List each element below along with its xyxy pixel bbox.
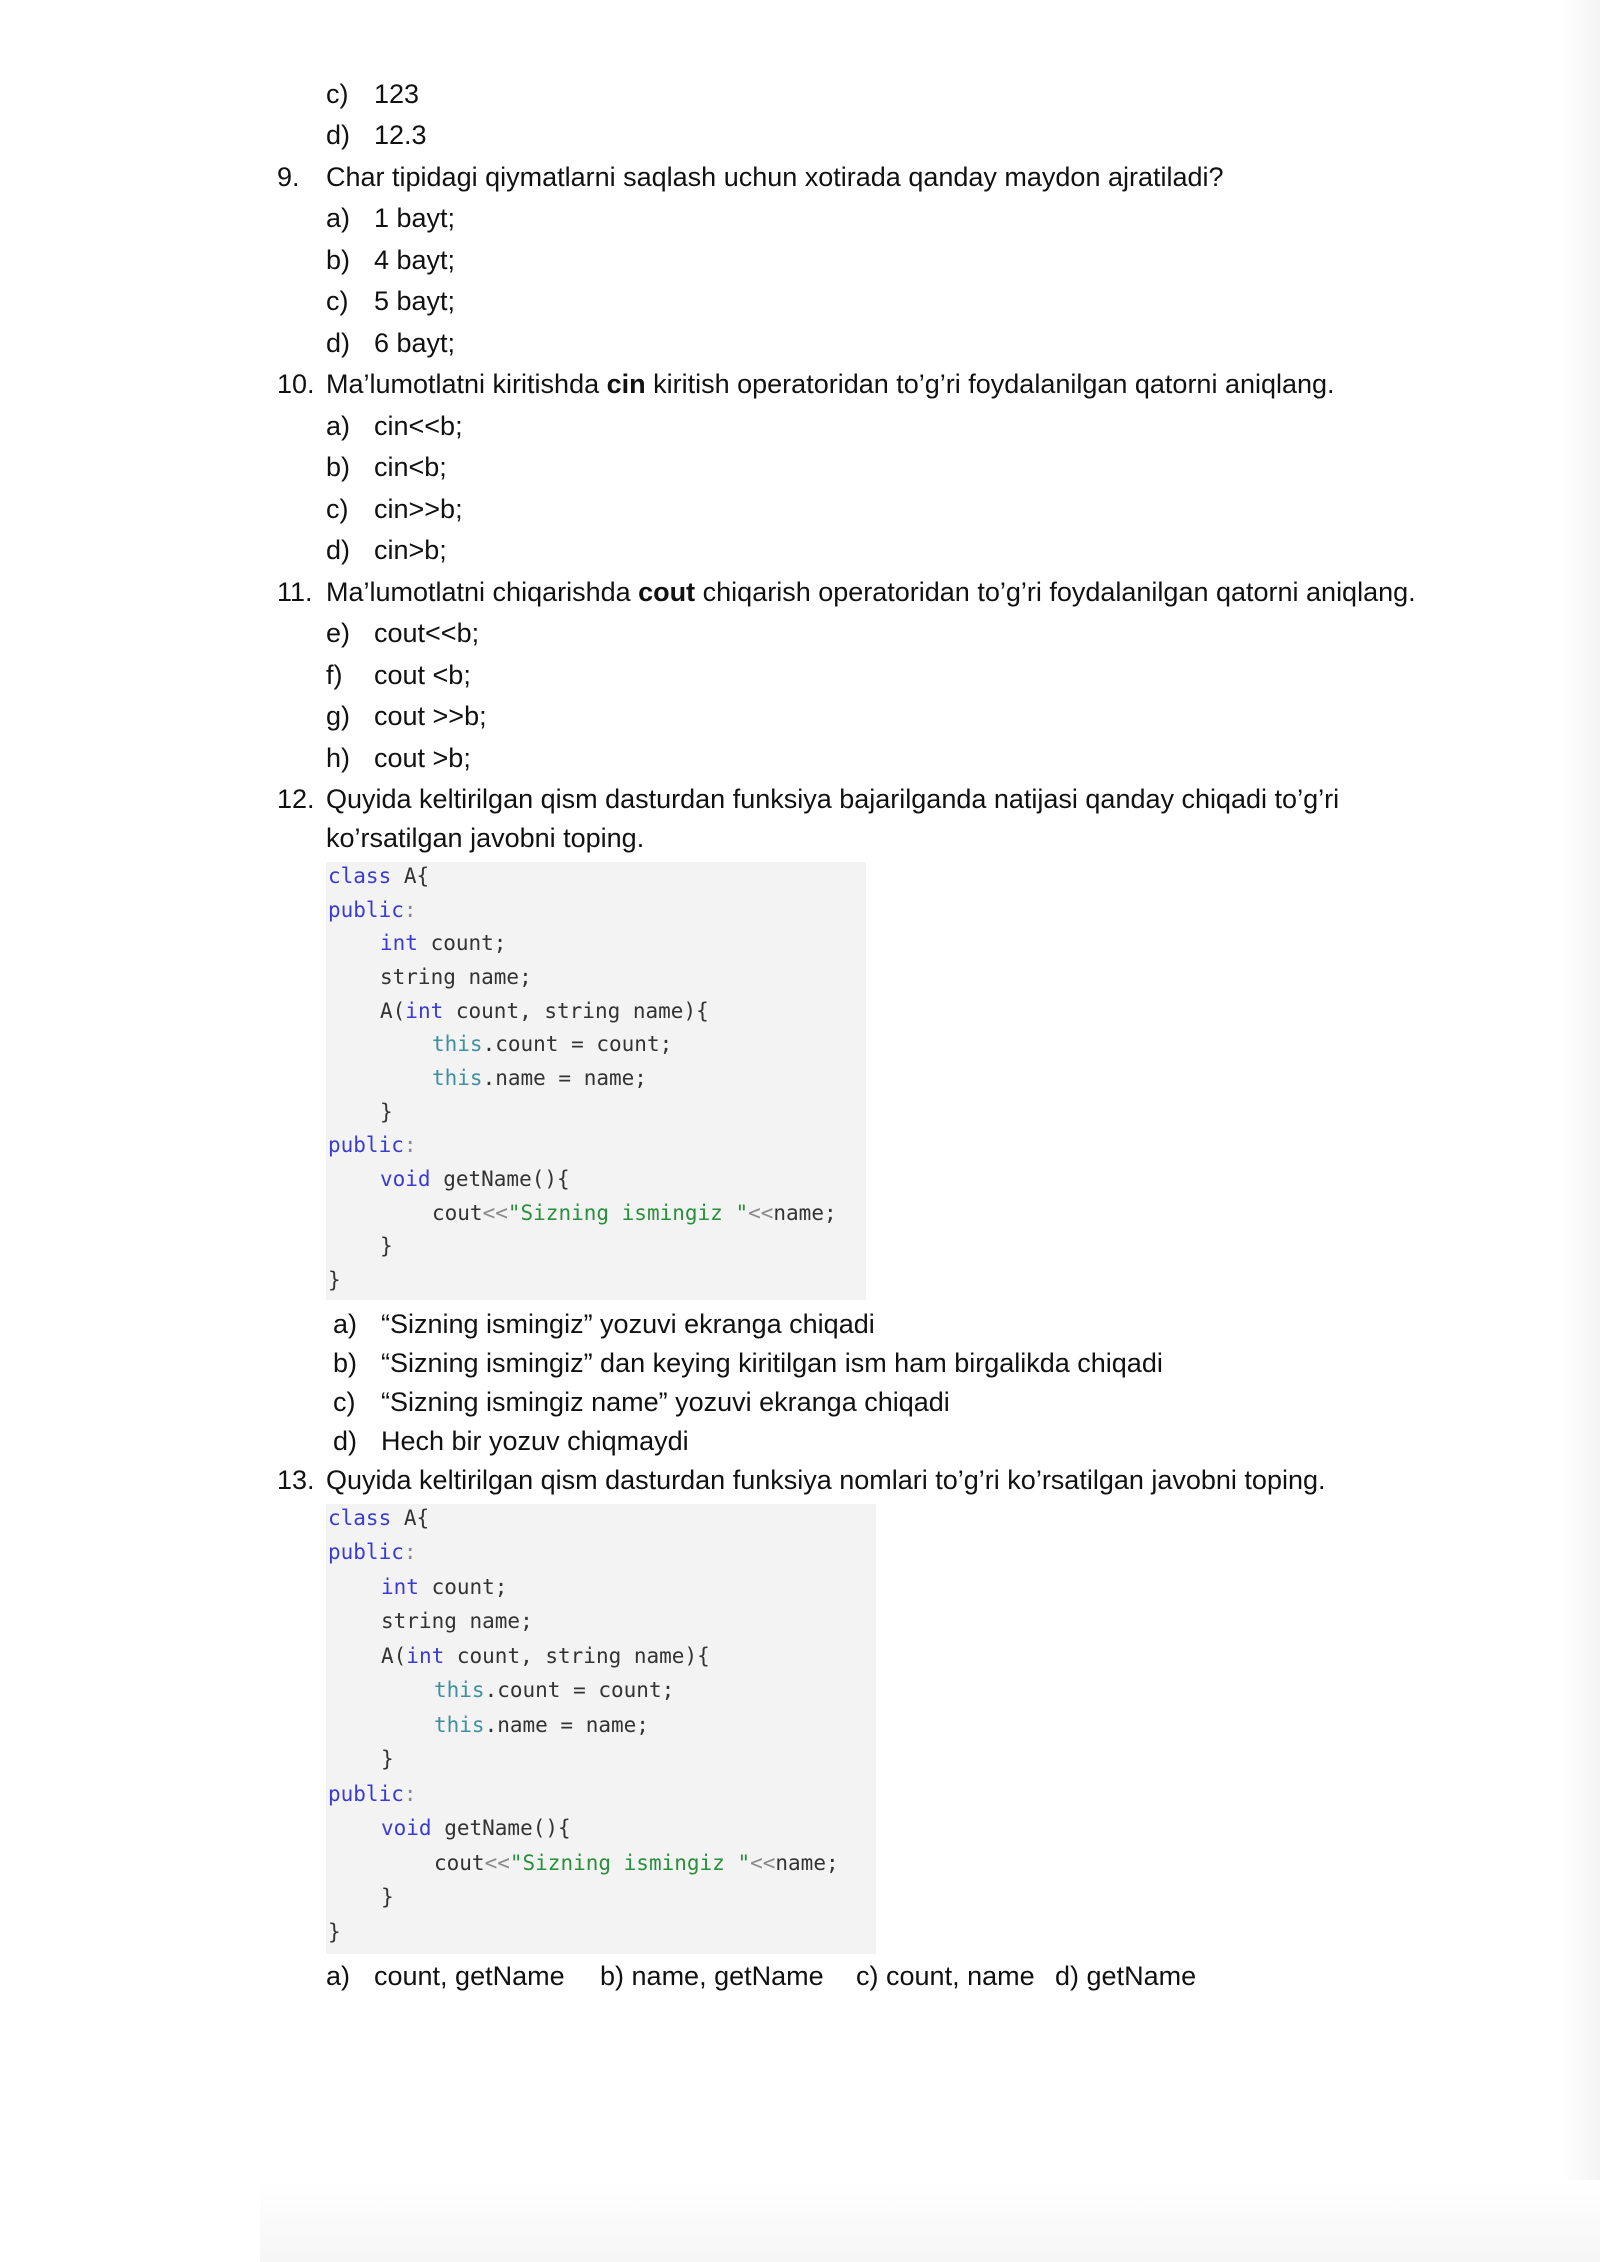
option-label: h) (326, 743, 351, 773)
code-text: string name; (381, 1609, 533, 1633)
keyword: void (381, 1816, 432, 1840)
code-text: } (381, 1747, 394, 1771)
keyword: public (328, 1133, 404, 1157)
code-line (381, 1814, 571, 1842)
code-line (328, 1918, 341, 1946)
page-edge-shadow (1560, 0, 1600, 2262)
code-text: count; (417, 931, 507, 955)
option-text: 4 bayt; (374, 245, 456, 275)
option-label: b) (326, 245, 351, 275)
list-item (856, 1959, 1035, 1993)
code-line (432, 1199, 837, 1227)
code-line (432, 1064, 647, 1092)
option-text: getName (1086, 1961, 1197, 1991)
code-snippet (326, 1504, 876, 1954)
code-text: .name = name; (484, 1713, 649, 1737)
question-text: Char tipidagi qiymatlarni saqlash uchun xotirada qanday maydon ajratiladi? (326, 162, 1224, 192)
code-line (381, 1607, 533, 1635)
option-text: cin<b; (374, 452, 447, 482)
option-text: count, name (886, 1961, 1035, 1991)
option-label: a) (326, 203, 351, 233)
code-text: : (403, 898, 417, 922)
code-line (380, 1098, 393, 1126)
code-text: cout (434, 1851, 485, 1875)
code-snippet (326, 862, 866, 1300)
question-keyword: cin (606, 369, 646, 399)
question-text-part: Ma’lumotlatni kiritishda (326, 369, 607, 399)
keyword: this (434, 1713, 485, 1737)
code-text: count; (418, 1575, 508, 1599)
option-label: d) (1055, 1961, 1080, 1991)
question-number: 13. (277, 1465, 315, 1495)
question-text (326, 575, 1416, 609)
code-text: << (748, 1201, 774, 1225)
keyword: this (432, 1066, 483, 1090)
code-line (328, 1266, 341, 1294)
code-text: : (403, 1782, 417, 1806)
option-text: count, getName (374, 1961, 565, 1991)
code-line (434, 1849, 839, 1877)
code-text: A( (380, 999, 406, 1023)
page-bottom-shadow (260, 2180, 1600, 2262)
code-line (380, 1232, 393, 1260)
code-line (381, 1883, 394, 1911)
question-keyword: cout (638, 577, 696, 607)
code-text: A( (381, 1644, 407, 1668)
code-line (432, 1030, 672, 1058)
code-line (380, 1165, 570, 1193)
keyword: void (380, 1167, 431, 1191)
keyword: class (328, 864, 392, 888)
code-text: A{ (391, 1506, 430, 1530)
code-line (328, 896, 417, 924)
option-text: “Sizning ismingiz” dan keying kiritilgan ism ham birgalikda chiqadi (381, 1348, 1163, 1378)
code-text: count, string name){ (443, 999, 709, 1023)
code-text: << (484, 1851, 510, 1875)
option-text: 12.3 (374, 120, 427, 150)
code-line (328, 862, 429, 890)
option-text: cout <b; (374, 660, 471, 690)
option-label: d) (326, 328, 351, 358)
option-label: e) (326, 618, 351, 648)
keyword: int (405, 999, 444, 1023)
option-label: d) (333, 1426, 358, 1456)
code-text: } (381, 1885, 394, 1909)
code-text: .count = count; (484, 1678, 675, 1702)
code-text: : (403, 1133, 417, 1157)
code-text: getName(){ (430, 1167, 570, 1191)
code-line (380, 929, 506, 957)
keyword: public (328, 1782, 404, 1806)
question-text-part: Ma’lumotlatni chiqarishda (326, 577, 639, 607)
option-text: cout >b; (374, 743, 471, 773)
code-line (380, 997, 709, 1025)
question-text: Quyida keltirilgan qism dasturdan funksiya bajarilganda natijasi qanday chiqadi to’g’ri (326, 784, 1340, 814)
question-number: 12. (277, 784, 315, 814)
list-item (600, 1959, 824, 1993)
code-text: count, string name){ (444, 1644, 710, 1668)
code-text: cout (432, 1201, 483, 1225)
option-text: “Sizning ismingiz name” yozuvi ekranga chiqadi (381, 1387, 950, 1417)
string-literal: "Sizning ismingiz " (509, 1851, 751, 1875)
option-label: g) (326, 701, 351, 731)
list-item (1055, 1959, 1196, 1993)
option-label: a) (333, 1309, 358, 1339)
option-label: c) (326, 494, 349, 524)
list-item (326, 1959, 565, 1993)
code-text: } (380, 1100, 393, 1124)
code-line (381, 1642, 710, 1670)
code-line (434, 1711, 649, 1739)
option-label: d) (326, 535, 351, 565)
keyword: this (434, 1678, 485, 1702)
code-text: } (328, 1268, 341, 1292)
code-text: name; (773, 1201, 837, 1225)
code-text: getName(){ (431, 1816, 571, 1840)
option-label: a) (326, 411, 351, 441)
option-label: c) (326, 79, 349, 109)
code-line (328, 1504, 429, 1532)
code-text: << (482, 1201, 508, 1225)
code-text: name; (775, 1851, 839, 1875)
string-literal: "Sizning ismingiz " (507, 1201, 749, 1225)
option-label: a) (326, 1961, 351, 1991)
code-text: } (380, 1234, 393, 1258)
option-text: cin>>b; (374, 494, 463, 524)
question-text-part: chiqarish operatoridan to’g’ri foydalanilgan qatorni aniqlang. (695, 577, 1416, 607)
code-text: A{ (391, 864, 430, 888)
option-label: c) (326, 286, 349, 316)
option-label: c) (856, 1961, 879, 1991)
option-label: d) (326, 120, 351, 150)
option-text: cout >>b; (374, 701, 487, 731)
keyword: int (406, 1644, 445, 1668)
code-text: .count = count; (482, 1032, 673, 1056)
option-text: 1 bayt; (374, 203, 456, 233)
code-line (328, 1131, 417, 1159)
question-text (326, 367, 1335, 401)
option-text: 123 (374, 79, 420, 109)
question-text: ko’rsatilgan javobni toping. (326, 823, 645, 853)
code-line (434, 1676, 674, 1704)
code-line (381, 1573, 507, 1601)
code-text: } (328, 1920, 341, 1944)
option-text: 5 bayt; (374, 286, 456, 316)
option-text: Hech bir yozuv chiqmaydi (381, 1426, 689, 1456)
option-label: b) (333, 1348, 358, 1378)
question-number: 10. (277, 369, 315, 399)
option-text: cin<<b; (374, 411, 463, 441)
keyword: public (328, 1540, 404, 1564)
code-line (328, 1780, 417, 1808)
option-text: name, getName (631, 1961, 824, 1991)
code-text: string name; (380, 965, 532, 989)
code-text: : (403, 1540, 417, 1564)
code-line (380, 963, 532, 991)
question-text: Quyida keltirilgan qism dasturdan funksiya nomlari to’g’ri ko’rsatilgan javobni toping. (326, 1465, 1326, 1495)
code-line (381, 1745, 394, 1773)
option-label: c) (333, 1387, 356, 1417)
option-label: b) (326, 452, 351, 482)
option-text: cout<<b; (374, 618, 480, 648)
keyword: int (381, 1575, 419, 1599)
option-label: b) (600, 1961, 625, 1991)
question-number: 9. (277, 162, 300, 192)
question-text-part: kiritish operatoridan to’g’ri foydalanilgan qatorni aniqlang. (645, 369, 1335, 399)
keyword: public (328, 898, 404, 922)
option-label: f) (326, 660, 343, 690)
code-line (328, 1538, 417, 1566)
code-text: .name = name; (482, 1066, 647, 1090)
option-text: 6 bayt; (374, 328, 456, 358)
option-text: cin>b; (374, 535, 447, 565)
keyword: int (380, 931, 418, 955)
code-text: << (750, 1851, 776, 1875)
keyword: this (432, 1032, 483, 1056)
keyword: class (328, 1506, 392, 1530)
question-number: 11. (277, 577, 313, 607)
option-text: “Sizning ismingiz” yozuvi ekranga chiqadi (381, 1309, 875, 1339)
